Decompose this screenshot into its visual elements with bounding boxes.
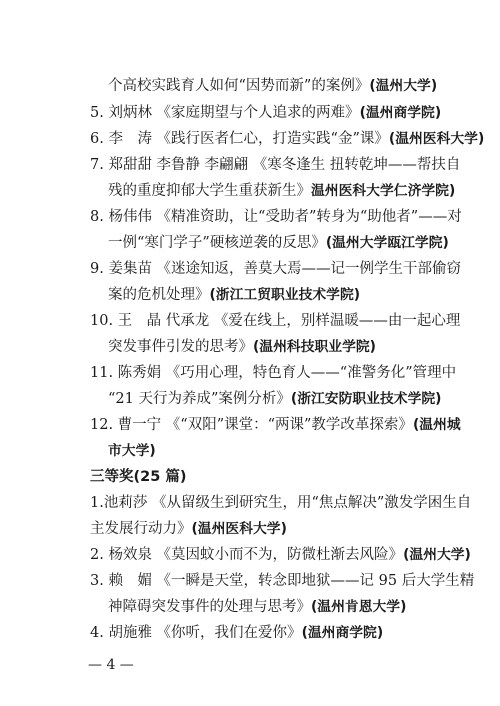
text-line bbox=[108, 441, 156, 461]
entry-text: 残的重度抑郁大学生重获新生》 bbox=[108, 183, 311, 199]
institution-name: (浙江工贸职业技术学院) bbox=[209, 287, 361, 303]
entry-text: 2. 杨效泉 《莫因蚊小而不为，防微杜渐去风险》 bbox=[90, 547, 404, 563]
page-number: — 4 — bbox=[88, 657, 134, 673]
text-line bbox=[90, 415, 461, 435]
institution-name: (温州肯恩大学) bbox=[311, 599, 407, 615]
text-line bbox=[108, 597, 406, 617]
heading-text: 三等奖(25 篇) bbox=[90, 469, 187, 485]
entry-text: 主发展行动力》 bbox=[90, 521, 192, 537]
entry-text: 10. 王 晶 代承龙 《爱在线上，别样温暖——由一起心理 bbox=[90, 313, 461, 329]
text-line bbox=[90, 103, 441, 123]
entry-text: 1.池莉莎 《从留级生到研究生，用“焦点解决”激发学困生自 bbox=[90, 495, 472, 511]
section-heading bbox=[90, 467, 186, 487]
entry-text: 9. 姜集苗 《迷途知返，善莫大焉——记一例学生干部偷窃 bbox=[90, 261, 462, 277]
text-line bbox=[108, 285, 360, 305]
institution-name: (温州商学院) bbox=[301, 625, 384, 641]
text-line bbox=[90, 571, 474, 591]
entry-text: 一例“寒门学子”硬核逆袭的反思》 bbox=[108, 235, 326, 251]
entry-text: 6. 李 涛 《践行医者仁心，打造实践“金”课》 bbox=[90, 131, 389, 147]
institution-name: (温州科技职业学院) bbox=[253, 339, 376, 355]
institution-name: (温州商学院) bbox=[359, 105, 442, 121]
text-line bbox=[90, 363, 456, 383]
text-line bbox=[90, 519, 287, 539]
entry-text: 12. 曹一宁 《“双阳”课堂：“两课”教学改革探索》 bbox=[90, 417, 413, 433]
institution-name: (温州大学) bbox=[403, 547, 471, 563]
entry-text: 5. 刘炳林 《家庭期望与个人追求的两难》 bbox=[90, 105, 360, 121]
text-line bbox=[90, 155, 460, 175]
text-line bbox=[108, 76, 437, 96]
text-line bbox=[90, 493, 471, 513]
institution-name: 市大学) bbox=[108, 443, 156, 459]
entry-text: “21 天行为养成”案例分析》 bbox=[108, 391, 291, 407]
entry-text: 7. 郑甜甜 李鲁静 李翩翩 《寒冬逢生 扭转乾坤——帮扶自 bbox=[90, 157, 461, 173]
text-line bbox=[90, 259, 461, 279]
entry-text: 突发事件引发的思考》 bbox=[108, 339, 253, 355]
text-line bbox=[90, 207, 462, 227]
text-line bbox=[90, 311, 460, 331]
institution-name: (温州医科大学) bbox=[388, 131, 485, 147]
text-line bbox=[108, 233, 449, 253]
entry-text: 8. 杨伟伟 《精准资助，让“受助者”转身为“助他者”——对 bbox=[90, 209, 462, 225]
entry-text: 个高校实践育人如何“因势而新”的案例》 bbox=[108, 78, 370, 94]
text-line bbox=[90, 545, 471, 565]
institution-name: (温州大学瓯江学院) bbox=[325, 235, 449, 251]
text-line bbox=[108, 337, 376, 357]
text-line bbox=[90, 129, 484, 149]
institution-name: (温州医科大学) bbox=[191, 521, 287, 537]
institution-name: (温州大学) bbox=[369, 78, 438, 94]
institution-name: (温州城 bbox=[412, 417, 461, 433]
text-line bbox=[108, 389, 441, 409]
entry-text: 4. 胡施雅 《你听，我们在爱你》 bbox=[90, 625, 302, 641]
entry-text: 3. 赖 媚 《一瞬是天堂，转念即地狱——记 95 后大学生精 bbox=[90, 573, 475, 589]
entry-text: 11. 陈秀娟 《巧用心理，特色育人——“准警务化”管理中 bbox=[90, 365, 457, 381]
text-line bbox=[108, 181, 455, 201]
institution-name: (浙江安防职业技术学院) bbox=[290, 391, 442, 407]
institution-name: 温州医科大学仁济学院) bbox=[311, 183, 456, 199]
entry-text: 神障碍突发事件的处理与思考》 bbox=[108, 599, 311, 615]
text-line bbox=[90, 623, 383, 643]
entry-text: 案的危机处理》 bbox=[108, 287, 210, 303]
